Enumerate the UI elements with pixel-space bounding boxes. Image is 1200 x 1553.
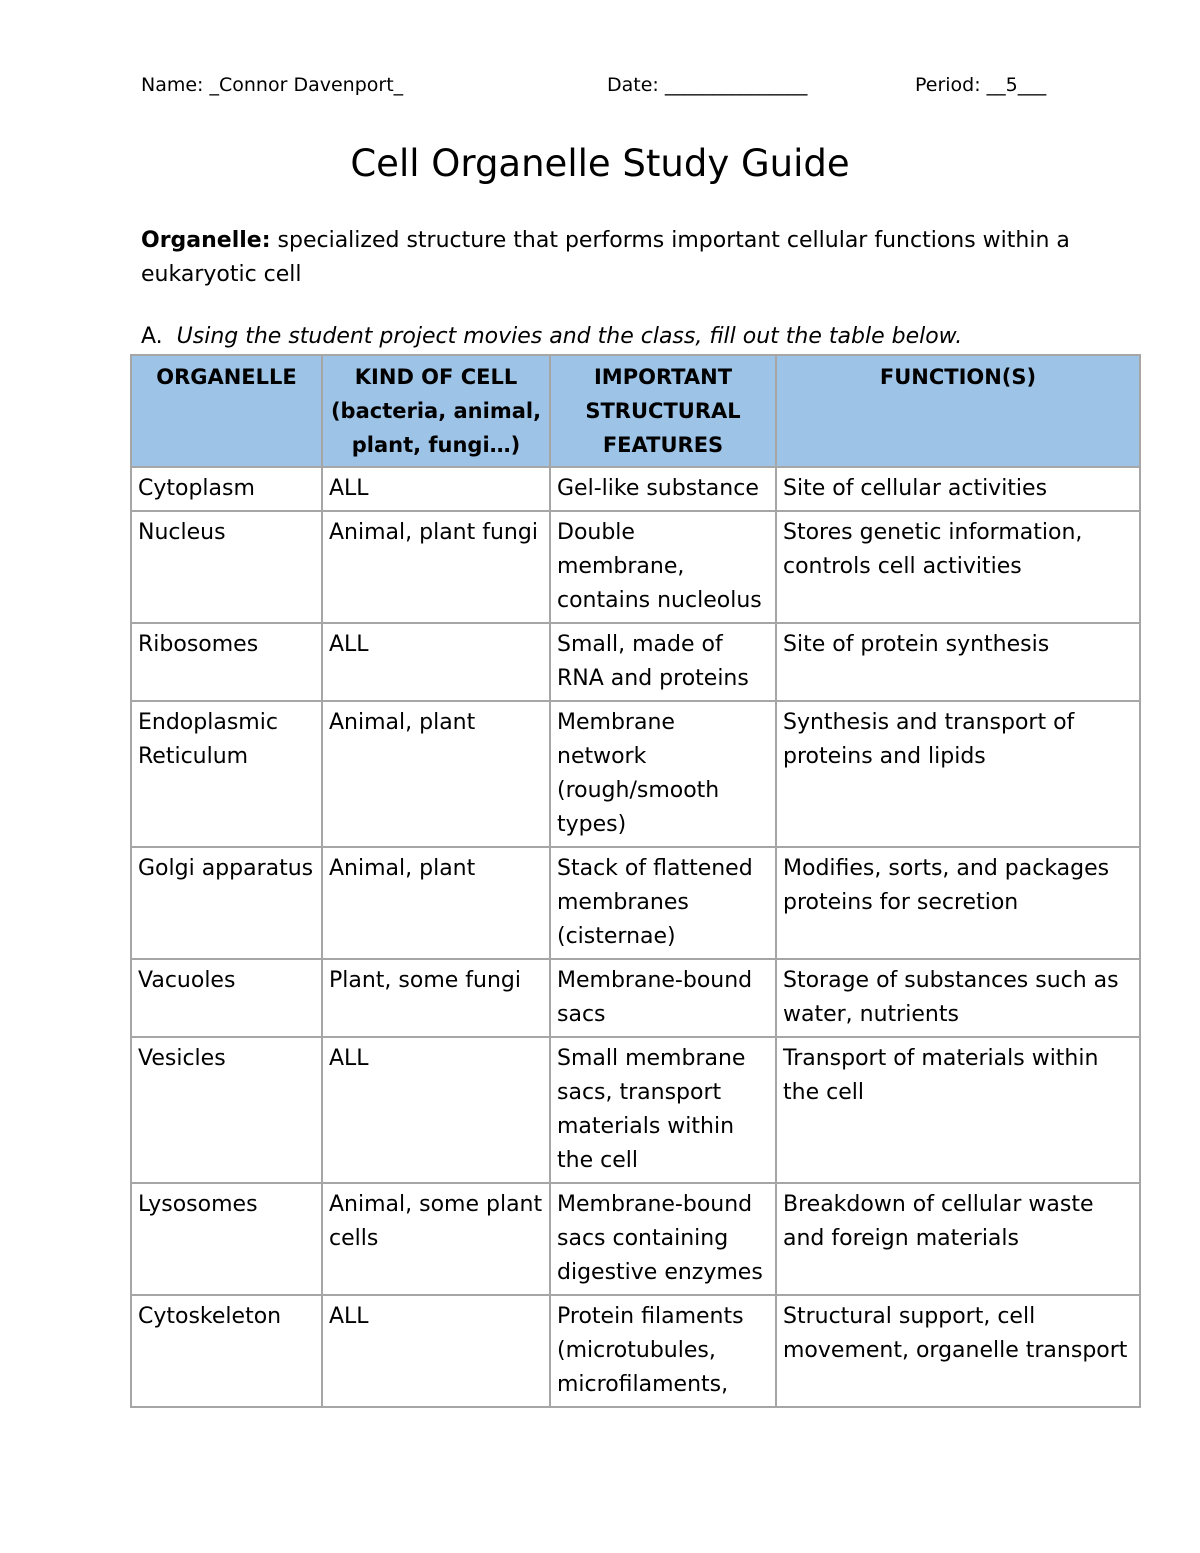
- cell-structural-features: Small, made of RNA and proteins: [550, 623, 776, 701]
- cell-functions: Structural support, cell movement, organelle transport: [776, 1295, 1140, 1407]
- cell-functions: Breakdown of cellular waste and foreign materials: [776, 1183, 1140, 1295]
- cell-organelle: Cytoskeleton: [131, 1295, 322, 1407]
- definition-text: specialized structure that performs important cellular functions within a eukaryotic cell: [141, 228, 1070, 287]
- table-row: [131, 847, 1140, 959]
- date-field: Date: _______________: [607, 74, 808, 96]
- name-field: Name: _Connor Davenport_: [141, 74, 404, 96]
- cell-organelle: Golgi apparatus: [131, 847, 322, 959]
- cell-organelle: Vesicles: [131, 1037, 322, 1183]
- cell-kind-of-cell: Animal, plant fungi: [322, 511, 550, 623]
- table-row: [131, 1037, 1140, 1183]
- table-row: [131, 623, 1140, 701]
- table-row: [131, 511, 1140, 623]
- page-title: Cell Organelle Study Guide: [350, 142, 850, 185]
- cell-structural-features: Membrane-bound sacs: [550, 959, 776, 1037]
- cell-organelle: Endoplasmic Reticulum: [131, 701, 322, 847]
- cell-kind-of-cell: ALL: [322, 1295, 550, 1407]
- table-row: [131, 1295, 1140, 1407]
- table-row: [131, 467, 1140, 511]
- table-header-row: [131, 355, 1140, 467]
- organelle-table: [130, 354, 1141, 1408]
- table-row: [131, 1183, 1140, 1295]
- definition-term: Organelle:: [141, 228, 271, 253]
- cell-functions: Synthesis and transport of proteins and lipids: [776, 701, 1140, 847]
- cell-organelle: Vacuoles: [131, 959, 322, 1037]
- cell-functions: Site of cellular activities: [776, 467, 1140, 511]
- cell-structural-features: Small membrane sacs, transport materials within the cell: [550, 1037, 776, 1183]
- cell-kind-of-cell: ALL: [322, 467, 550, 511]
- header-kind-of-cell: KIND OF CELL (bacteria, animal, plant, fungi…): [322, 355, 550, 467]
- table-body: [131, 467, 1140, 1407]
- cell-functions: Modifies, sorts, and packages proteins for secretion: [776, 847, 1140, 959]
- header-organelle: ORGANELLE: [131, 355, 322, 467]
- cell-kind-of-cell: Animal, plant: [322, 847, 550, 959]
- cell-structural-features: Gel-like substance: [550, 467, 776, 511]
- cell-organelle: Lysosomes: [131, 1183, 322, 1295]
- cell-organelle: Ribosomes: [131, 623, 322, 701]
- table-row: [131, 959, 1140, 1037]
- cell-kind-of-cell: Plant, some fungi: [322, 959, 550, 1037]
- cell-kind-of-cell: Animal, plant: [322, 701, 550, 847]
- cell-kind-of-cell: Animal, some plant cells: [322, 1183, 550, 1295]
- cell-functions: Transport of materials within the cell: [776, 1037, 1140, 1183]
- cell-structural-features: Membrane-bound sacs containing digestive enzymes: [550, 1183, 776, 1295]
- cell-organelle: Cytoplasm: [131, 467, 322, 511]
- cell-structural-features: Stack of flattened membranes (cisternae): [550, 847, 776, 959]
- cell-structural-features: Membrane network (rough/smooth types): [550, 701, 776, 847]
- cell-functions: Site of protein synthesis: [776, 623, 1140, 701]
- cell-kind-of-cell: ALL: [322, 1037, 550, 1183]
- header-structural-features: IMPORTANT STRUCTURAL FEATURES: [550, 355, 776, 467]
- table-row: [131, 701, 1140, 847]
- instruction-letter: A.: [141, 324, 163, 349]
- organelle-definition: [141, 224, 1071, 292]
- instruction-text: Using the student project movies and the class, fill out the table below.: [162, 324, 963, 349]
- instruction-a: [141, 324, 962, 349]
- period-field: Period: __5___: [915, 74, 1047, 96]
- header-functions: FUNCTION(S): [776, 355, 1140, 467]
- cell-structural-features: Protein filaments (microtubules, microfilaments,: [550, 1295, 776, 1407]
- cell-structural-features: Double membrane, contains nucleolus: [550, 511, 776, 623]
- cell-functions: Storage of substances such as water, nutrients: [776, 959, 1140, 1037]
- cell-functions: Stores genetic information, controls cell activities: [776, 511, 1140, 623]
- cell-kind-of-cell: ALL: [322, 623, 550, 701]
- cell-organelle: Nucleus: [131, 511, 322, 623]
